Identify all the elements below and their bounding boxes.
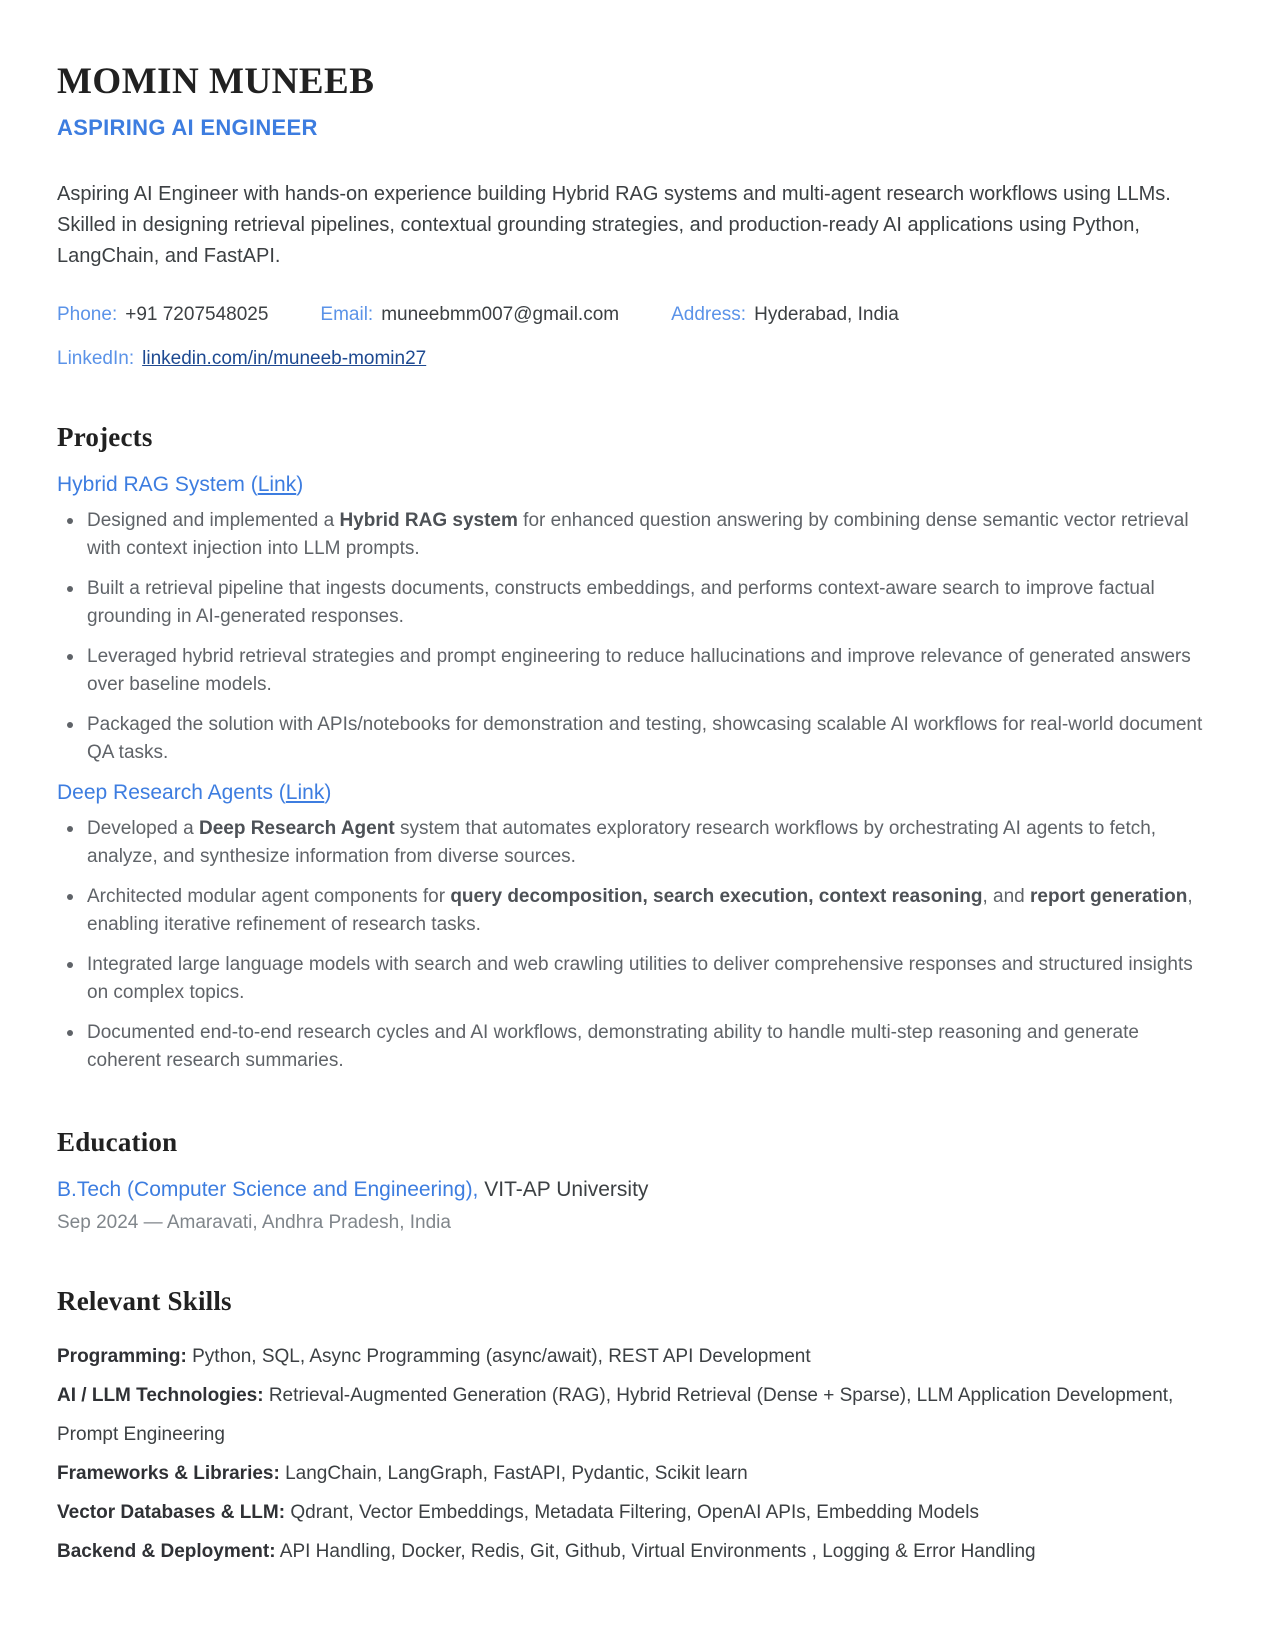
phone-label: Phone: xyxy=(57,304,118,325)
skill-label: Vector Databases & LLM: xyxy=(57,1502,286,1523)
project-title-paren-close: ) xyxy=(296,473,304,496)
contact-linkedin xyxy=(57,348,426,370)
project-bullet-list xyxy=(57,815,1217,1075)
skill-text: Retrieval-Augmented Generation (RAG), Hybrid Retrieval (Dense + Sparse), LLM Application Development, Prompt Engineering xyxy=(57,1385,1174,1445)
project-title-paren-close: ) xyxy=(324,781,332,804)
contact-phone xyxy=(57,304,268,326)
skill-line xyxy=(57,1454,1212,1493)
project-link[interactable]: Link xyxy=(257,473,297,496)
bullet-text: Documented end-to-end research cycles and AI workflows, demonstrating ability to handle multi-step reasoning and generate coherent research summaries. xyxy=(87,1022,1139,1071)
email-label: Email: xyxy=(320,304,374,325)
bullet-text: Architected modular agent components for xyxy=(87,886,451,907)
project-bullet xyxy=(57,951,1217,1007)
contact-address xyxy=(671,304,899,326)
education-university: VIT-AP University xyxy=(484,1178,649,1201)
bullet-text: report generation xyxy=(1030,886,1188,907)
project-title-text: Hybrid RAG System xyxy=(57,473,245,496)
project-title xyxy=(57,781,1217,805)
project-bullet xyxy=(57,575,1217,631)
project-section xyxy=(57,473,1217,767)
skill-label: Frameworks & Libraries: xyxy=(57,1463,280,1484)
projects-list xyxy=(57,473,1217,1075)
skill-label: AI / LLM Technologies: xyxy=(57,1385,264,1406)
education-line xyxy=(57,1178,1217,1202)
linkedin-link[interactable]: linkedin.com/in/muneeb-momin27 xyxy=(142,348,427,369)
bullet-text: for enhanced question answering by combining dense semantic vector retrieval with context injection into LLM prompts. xyxy=(87,510,1189,559)
bullet-text: Hybrid RAG system xyxy=(339,510,518,531)
project-title-paren-open: ( xyxy=(244,473,258,496)
bullet-text: system that automates exploratory research workflows by orchestrating AI agents to fetch, analyze, and synthesize information from diverse sources. xyxy=(87,818,1157,867)
projects-heading: Projects xyxy=(57,422,153,452)
linkedin-label: LinkedIn: xyxy=(57,348,135,369)
resume-header xyxy=(57,60,1217,141)
project-bullet xyxy=(57,643,1217,699)
skills-list xyxy=(57,1337,1217,1571)
project-title-text: Deep Research Agents xyxy=(57,781,273,804)
bullet-text: Integrated large language models with search and web crawling utilities to deliver comprehensive responses and structured insights on complex topics. xyxy=(87,954,1193,1003)
project-bullet xyxy=(57,711,1217,767)
education-meta: Sep 2024 — Amaravati, Andhra Pradesh, India xyxy=(57,1212,451,1233)
contact-row xyxy=(57,304,1217,326)
bullet-text: , and xyxy=(982,886,1030,907)
candidate-title: ASPIRING AI ENGINEER xyxy=(57,115,318,140)
project-bullet xyxy=(57,883,1217,939)
email-value: muneebmm007@gmail.com xyxy=(381,304,620,325)
skills-heading: Relevant Skills xyxy=(57,1286,232,1316)
skill-label: Programming: xyxy=(57,1346,187,1367)
linkedin-row xyxy=(57,348,1217,370)
skill-text: LangChain, LangGraph, FastAPI, Pydantic, Scikit learn xyxy=(279,1463,748,1484)
skill-text: Python, SQL, Async Programming (async/await), REST API Development xyxy=(186,1346,811,1367)
project-bullet xyxy=(57,815,1217,871)
project-link[interactable]: Link xyxy=(285,781,325,804)
address-label: Address: xyxy=(671,304,747,325)
education-heading: Education xyxy=(57,1127,178,1157)
skill-line xyxy=(57,1493,1212,1532)
skill-text: Qdrant, Vector Embeddings, Metadata Filtering, OpenAI APIs, Embedding Models xyxy=(285,1502,979,1523)
address-value: Hyderabad, India xyxy=(754,304,899,325)
skill-line xyxy=(57,1337,1212,1376)
project-section xyxy=(57,781,1217,1075)
bullet-text: Built a retrieval pipeline that ingests documents, constructs embeddings, and performs context-aware search to improve factual grounding in AI-generated responses. xyxy=(87,578,1155,627)
project-bullet xyxy=(57,507,1217,563)
bullet-text: query decomposition, search execution, context reasoning xyxy=(450,886,983,907)
contact-email xyxy=(320,304,619,326)
skill-line xyxy=(57,1376,1212,1454)
bullet-text: , enabling iterative refinement of research tasks. xyxy=(87,886,1193,935)
project-title xyxy=(57,473,1217,497)
skill-text: API Handling, Docker, Redis, Git, Github, Virtual Environments , Logging & Error Handling xyxy=(275,1541,1036,1562)
bullet-text: Deep Research Agent xyxy=(198,818,395,839)
project-bullet xyxy=(57,1019,1217,1075)
bullet-text: Designed and implemented a xyxy=(87,510,340,531)
bullet-text: Leveraged hybrid retrieval strategies and prompt engineering to reduce hallucinations and improve relevance of generated answers over baseline models. xyxy=(87,646,1191,695)
project-title-paren-open: ( xyxy=(272,781,286,804)
phone-value: +91 7207548025 xyxy=(125,304,269,325)
candidate-name: MOMIN MUNEEB xyxy=(57,61,375,102)
project-bullet-list xyxy=(57,507,1217,767)
bullet-text: Developed a xyxy=(87,818,199,839)
bullet-text: Packaged the solution with APIs/notebooks for demonstration and testing, showcasing scalable AI workflows for real-world document QA tasks. xyxy=(87,714,1203,763)
skill-line xyxy=(57,1532,1212,1571)
skill-label: Backend & Deployment: xyxy=(57,1541,276,1562)
summary-paragraph: Aspiring AI Engineer with hands-on experience building Hybrid RAG systems and multi-agent research workflows using LLMs. Skilled in designing retrieval pipelines, contextual grounding strategies, and production-ready AI applications using Python, LangChain, and FastAPI. xyxy=(57,183,1171,267)
education-degree: B.Tech (Computer Science and Engineering), xyxy=(57,1178,479,1201)
